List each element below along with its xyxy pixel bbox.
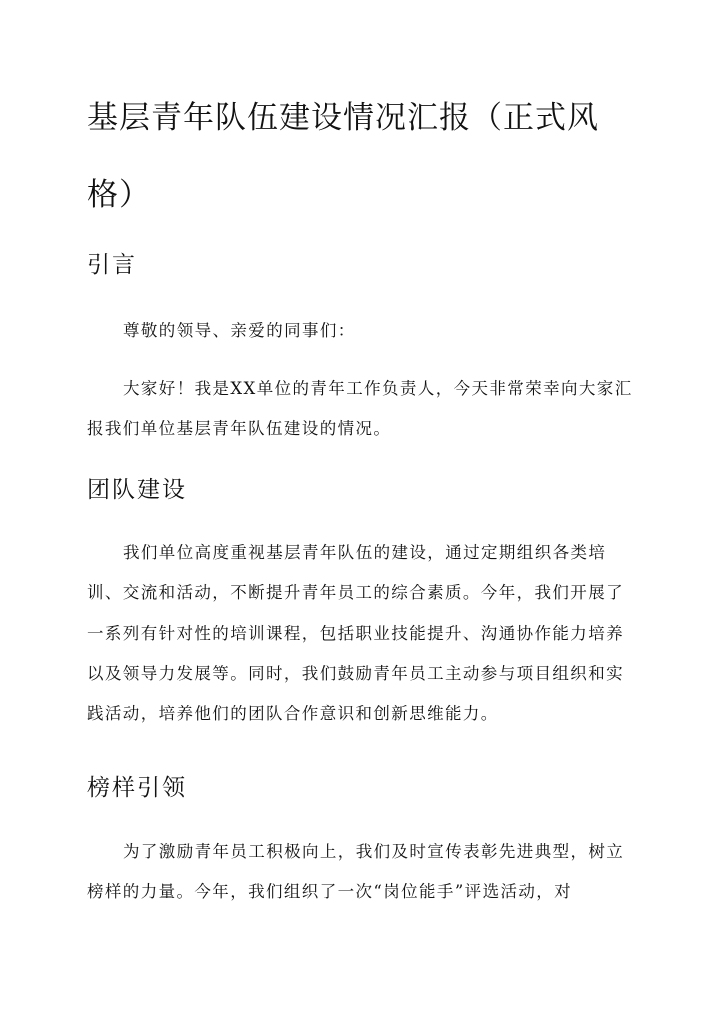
section-heading-role-models: 榜样引领 <box>87 775 187 801</box>
intro-paragraph: 大家好！我是XX单位的青年工作负责人，今天非常荣幸向大家汇报我们单位基层青年队伍建设的情况。 <box>87 379 633 439</box>
document-title: 基层青年队伍建设情况汇报（正式风格） <box>87 100 599 213</box>
greeting-paragraph: 尊敬的领导、亲爱的同事们： <box>123 321 356 340</box>
section-heading-team-building: 团队建设 <box>87 477 187 503</box>
section-heading-introduction: 引言 <box>87 252 137 278</box>
team-building-paragraph: 我们单位高度重视基层青年队伍的建设，通过定期组织各类培训、交流和活动，不断提升青年员工的综合素质。今年，我们开展了一系列有针对性的培训课程，包括职业技能提升、沟通协作能力培养以及领导力发展等。同时，我们鼓励青年员工主动参与项目组织和实践活动，培养他们的团队合作意识和创新思维能力。 <box>87 543 624 724</box>
role-models-paragraph: 为了激励青年员工积极向上，我们及时宣传表彰先进典型，树立榜样的力量。今年，我们组织了一次“岗位能手”评选活动，对 <box>87 842 625 902</box>
